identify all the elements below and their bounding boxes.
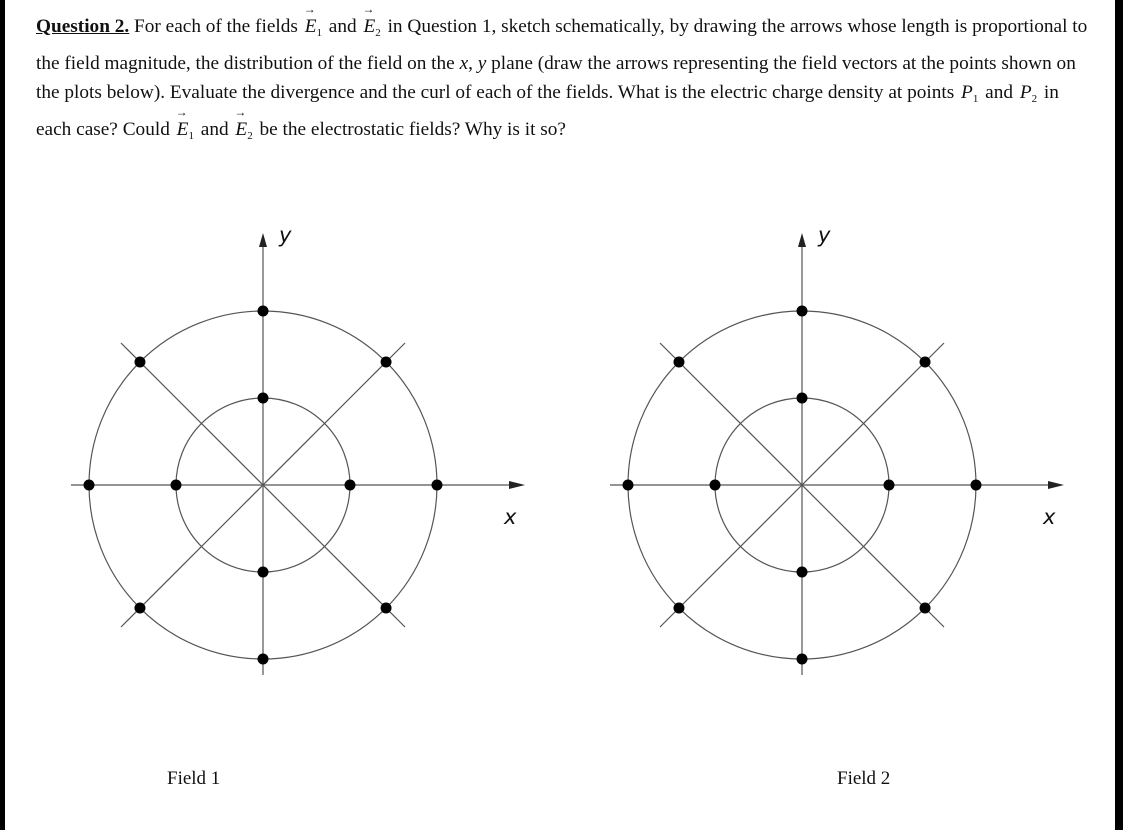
field-point: [381, 603, 392, 614]
field-1-plot: [65, 222, 525, 692]
y-axis-label: y: [279, 223, 292, 247]
vector-E2: → $E_2$: [362, 2, 381, 39]
field-point: [884, 480, 895, 491]
field-1-caption: Field 1: [167, 768, 221, 789]
y-axis-arrowhead: [259, 233, 267, 247]
field-point: [171, 480, 182, 491]
field-point: [134, 356, 145, 367]
field-point: [673, 356, 684, 367]
vector-E2-second: → $E_2$: [234, 104, 253, 142]
vector-E1-second: → $E_1$: [175, 104, 194, 142]
field-point: [971, 480, 982, 491]
point-P1: $P_1$: [961, 82, 979, 105]
y-axis-label: y: [818, 223, 831, 247]
x-axis-arrowhead: [509, 481, 525, 489]
field-point: [381, 356, 392, 367]
field-point: [673, 603, 684, 614]
field-point: [797, 306, 808, 317]
field-point: [345, 480, 356, 491]
document-page: [5, 0, 1115, 830]
field-point: [258, 654, 269, 665]
field-point: [623, 480, 634, 491]
field-point: [258, 393, 269, 404]
vector-E1: → $E_1$: [303, 2, 322, 39]
field-point: [920, 356, 931, 367]
x-axis-label: x: [1043, 505, 1056, 529]
x-axis-arrowhead: [1048, 481, 1064, 489]
field-point: [134, 603, 145, 614]
field-point: [797, 654, 808, 665]
x-axis-label: x: [504, 505, 517, 529]
question-label: Question 2.: [36, 16, 130, 37]
field-point: [920, 603, 931, 614]
y-axis-arrowhead: [798, 233, 806, 247]
field-2-plot: [604, 222, 1064, 692]
field-point: [258, 567, 269, 578]
field-point: [84, 480, 95, 491]
field-point: [432, 480, 443, 491]
field-point: [258, 306, 269, 317]
field-2-caption: Field 2: [837, 768, 891, 789]
field-point: [797, 393, 808, 404]
field-point: [797, 567, 808, 578]
point-P2: $P_2$: [1019, 82, 1038, 105]
question-text: Question 2. For each of the fields → $E_1$ and → $E_2$ in Question 1, sketch schematically, by drawing the arrows whose length is proportional to the field magnitude, the distribution of the field on the x, y plane (draw the arrows representing the field vectors at the points shown on the plots below). Evaluate the divergence and the curl of each of the fields. What is the electric charge density at points $P_1$ and $P_2$ in each case? Could → $E_1$ and → $E_2$ be the electrostatic fields? Why is it so?: [36, 12, 1096, 151]
field-point: [710, 480, 721, 491]
